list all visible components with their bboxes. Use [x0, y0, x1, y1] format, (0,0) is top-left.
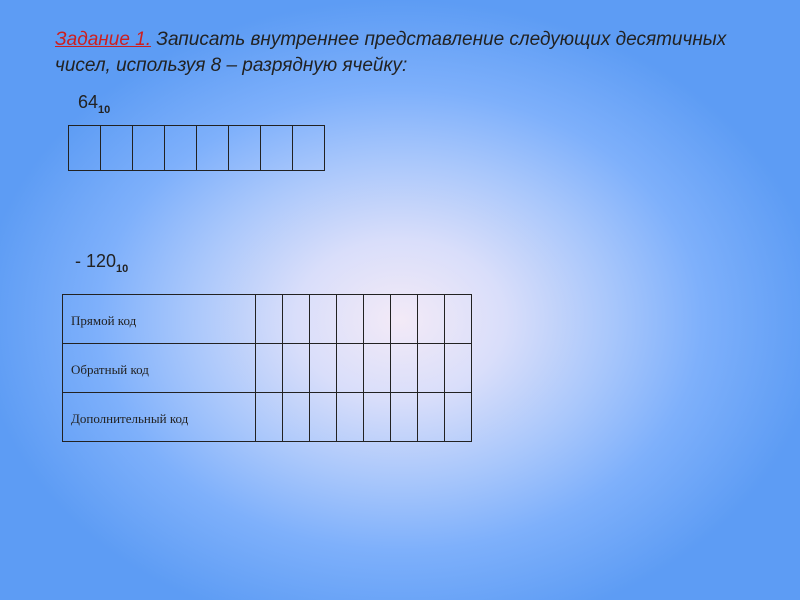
number-64-value: 64: [78, 92, 99, 112]
table-row: [63, 393, 472, 442]
bit-cell: [445, 295, 472, 344]
inverse-code-label: Обратный код: [63, 344, 256, 393]
bit-cell: [445, 344, 472, 393]
bit-cell: [165, 126, 197, 171]
twos-complement-label: Дополнительный код: [63, 393, 256, 442]
bit-cell: [283, 295, 310, 344]
bit-cell: [256, 295, 283, 344]
bit-cell: [256, 344, 283, 393]
direct-code-label: Прямой код: [63, 295, 256, 344]
bit-cell: [293, 126, 325, 171]
task-label: Задание 1.: [55, 29, 152, 50]
table-row: [63, 295, 472, 344]
number-minus-120: [75, 251, 128, 275]
bit-cell: [337, 344, 364, 393]
bit-cell-row-64: [68, 125, 325, 171]
bit-cell: [364, 344, 391, 393]
bit-cell: [69, 126, 101, 171]
bit-cell: [197, 126, 229, 171]
bit-cell: [418, 393, 445, 442]
bit-cell: [391, 295, 418, 344]
bit-cell: [391, 393, 418, 442]
bit-cell: [101, 126, 133, 171]
bit-cell: [364, 393, 391, 442]
bit-cell: [310, 295, 337, 344]
bit-cell: [133, 126, 165, 171]
code-table: [62, 294, 472, 442]
bit-cell: [310, 393, 337, 442]
bit-cell: [310, 344, 337, 393]
bit-cell: [229, 126, 261, 171]
bit-cell: [337, 295, 364, 344]
task-title: [55, 27, 755, 79]
bit-cell: [391, 344, 418, 393]
bit-cell: [256, 393, 283, 442]
bit-cell: [418, 295, 445, 344]
bit-cell: [364, 295, 391, 344]
number-minus-120-base: 10: [116, 263, 129, 275]
bit-cell: [337, 393, 364, 442]
bit-cell: [283, 344, 310, 393]
task-text: Записать внутреннее представление следующих десятичных чисел, используя 8 – разрядную ячейку:: [55, 29, 727, 76]
number-64: [78, 92, 110, 116]
bit-cell: [418, 344, 445, 393]
bit-cell: [283, 393, 310, 442]
number-64-base: 10: [98, 104, 111, 116]
number-minus-120-value: - 120: [75, 251, 117, 271]
bit-cell: [261, 126, 293, 171]
bit-cell: [445, 393, 472, 442]
table-row: [63, 344, 472, 393]
